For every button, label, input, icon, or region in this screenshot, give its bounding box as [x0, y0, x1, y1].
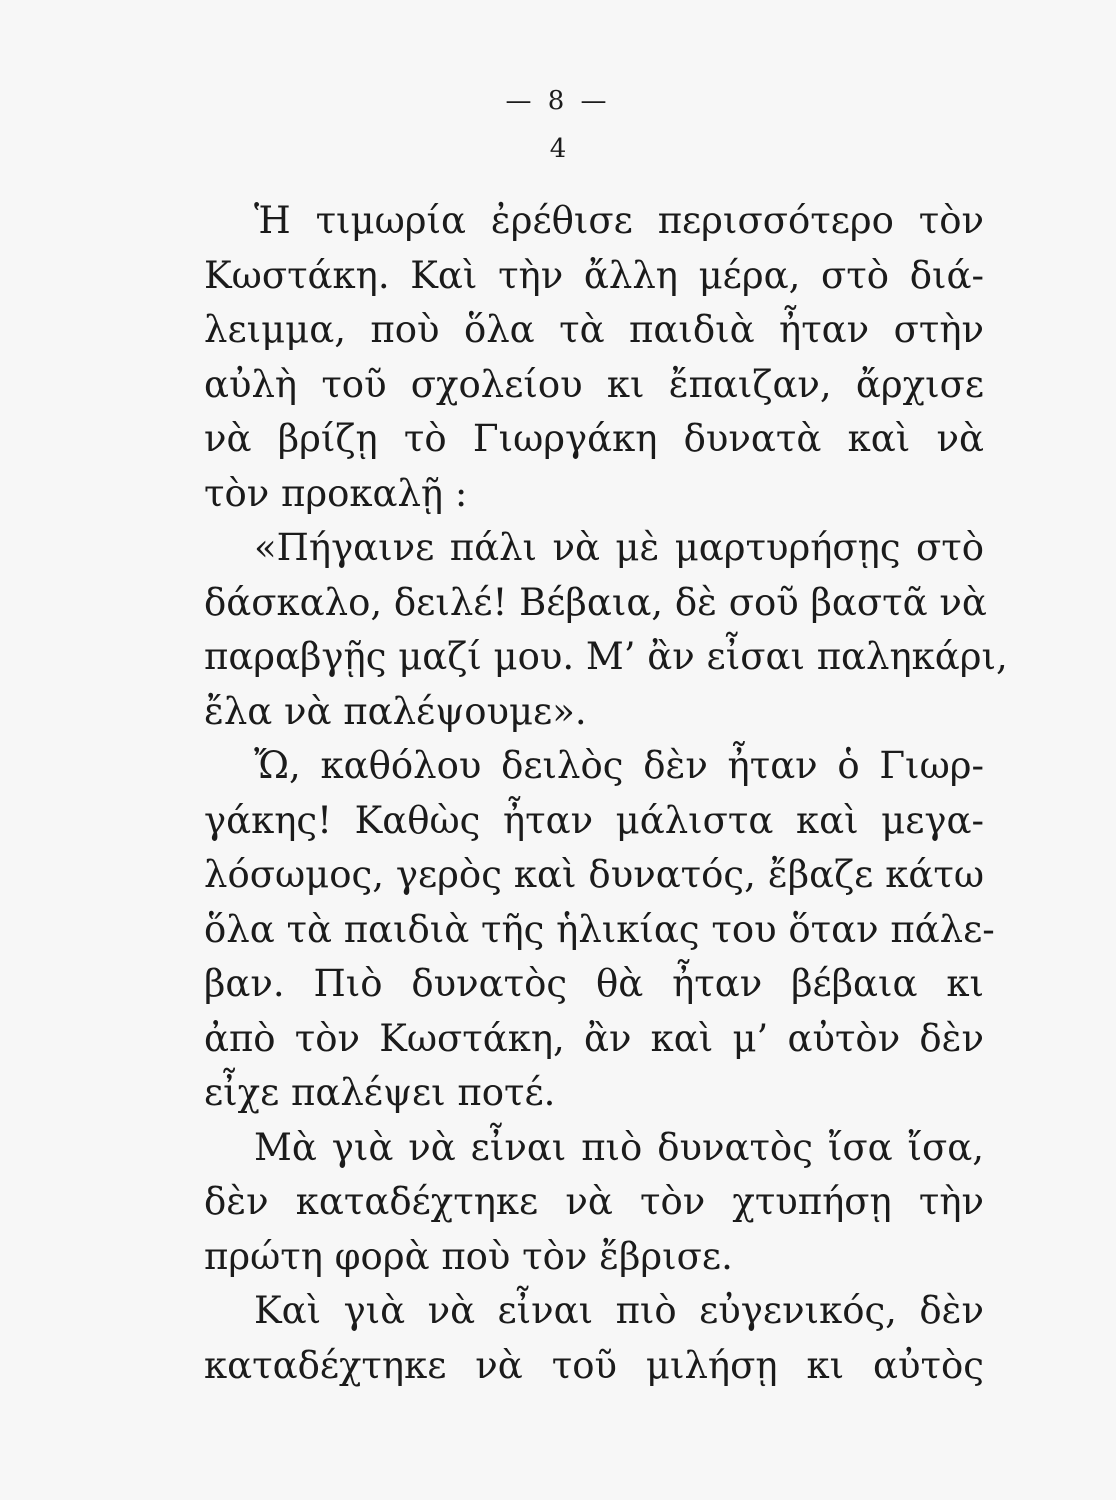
paragraph-1: [204, 194, 984, 521]
text-line: λόσωμος, γερὸς καὶ δυνατός, ἔβαζε κάτω: [204, 853, 984, 896]
text-line: πρώτη φορὰ ποὺ τὸν ἔβρισε.: [204, 1234, 733, 1278]
text-line: λειμμα, ποὺ ὅλα τὰ παιδιὰ ἦταν στὴν: [204, 308, 984, 351]
text-line: εἶχε παλέψει ποτέ.: [204, 1071, 556, 1114]
text-line: καταδέχτηκε νὰ τοῦ μιλήσῃ κι αὐτὸς: [204, 1343, 984, 1387]
paragraph-4: [204, 1121, 984, 1285]
text-line: ὅλα τὰ παιδιὰ τῆς ἡλικίας του ὅταν πάλε-: [204, 907, 995, 951]
text-line: βαν. Πιὸ δυνατὸς θὰ ἦταν βέβαια κι: [204, 962, 984, 1005]
paragraph-5: [204, 1284, 984, 1393]
chapter-number: 4: [549, 134, 567, 164]
text-line: νὰ βρίζῃ τὸ Γιωργάκη δυνατὰ καὶ νὰ: [204, 417, 984, 460]
text-line: Κωστάκη. Καὶ τὴν ἄλλη μέρα, στὸ διά-: [204, 253, 984, 297]
text-line: δάσκαλο, δειλέ! Βέβαια, δὲ σοῦ βαστᾶ νὰ: [204, 580, 987, 624]
text-line: γάκης! Καθὼς ἦταν μάλιστα καὶ μεγα-: [204, 798, 984, 842]
text-line: Καὶ γιὰ νὰ εἶναι πιὸ εὐγενικός, δὲν: [254, 1289, 984, 1332]
body-text: [204, 194, 1008, 1393]
text-line: «Πήγαινε πάλι νὰ μὲ μαρτυρήσῃς στὸ: [254, 526, 984, 569]
text-line: ἀπὸ τὸν Κωστάκη, ἂν καὶ μ’ αὐτὸν δὲν: [204, 1016, 984, 1060]
text-line: Ἡ τιμωρία ἐρέθισε περισσότερο τὸν: [254, 199, 984, 242]
text-line: Μὰ γιὰ νὰ εἶναι πιὸ δυνατὸς ἴσα ἴσα,: [254, 1125, 984, 1169]
text-line: τὸν προκαλῇ :: [204, 471, 468, 515]
paragraph-2: [204, 521, 1008, 739]
page-number: — 8 —: [505, 86, 611, 116]
text-line: δὲν καταδέχτηκε νὰ τὸν χτυπήσῃ τὴν: [204, 1180, 984, 1223]
text-line: παραβγῇς μαζί μου. Μ’ ἂν εἶσαι παληκάρι,: [204, 635, 1008, 678]
text-line: αὐλὴ τοῦ σχολείου κι ἔπαιζαν, ἄρχισε: [204, 362, 984, 406]
text-line: Ὤ, καθόλου δειλὸς δὲν ἦταν ὁ Γιωρ-: [254, 744, 984, 787]
text-line: ἔλα νὰ παλέψουμε».: [204, 689, 587, 733]
paragraph-3: [204, 739, 995, 1121]
